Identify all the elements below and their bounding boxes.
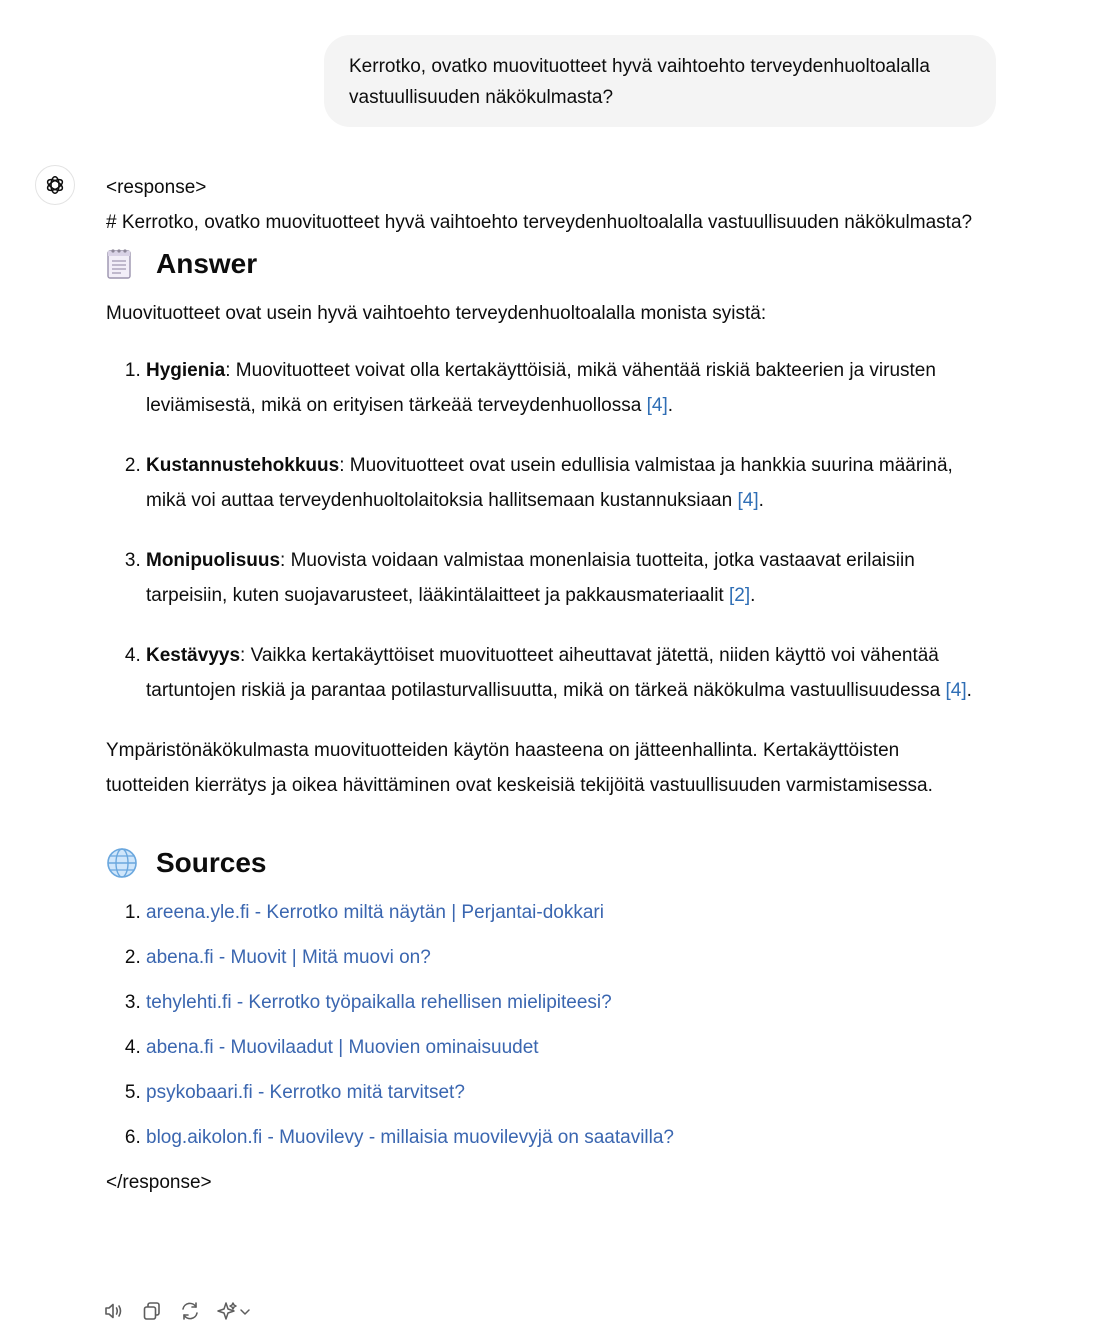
source-link[interactable]: abena.fi - Muovit | Mitä muovi on?: [146, 947, 431, 968]
source-link[interactable]: areena.yle.fi - Kerrotko miltä näytän | Perjantai-dokkari: [146, 902, 604, 923]
point-text: : Muovituotteet voivat olla kertakäyttöisiä, mikä vähentää riskiä bakteerien ja virusten leviämisestä, mikä on erityisen tärkeää terveydenhuollossa: [146, 360, 936, 416]
point-term: Kestävyys: [146, 645, 241, 666]
list-item: 4. Kestävyys: Vaikka kertakäyttöiset muovituotteet aiheuttavat jätettä, niiden käyttö voi vähentää tartuntojen riskiä ja parantaa potilasturvallisuutta, mikä on tärkeä näkökulma vastuullisuudessa [4].: [146, 638, 986, 708]
assistant-response: [106, 170, 986, 1200]
list-item: [146, 940, 986, 975]
chevron-down-icon: [241, 1310, 249, 1314]
answer-conclusion: Ympäristönäkökulmasta muovituotteiden käytön haasteena on jätteenhallinta. Kertakäyttöisten tuotteiden kierrätys ja oikea hävittäminen ovat keskeisiä tekijöitä vastuullisuuden varmistamisessa.: [106, 740, 933, 796]
list-item: [146, 985, 986, 1020]
user-message-text: Kerrotko, ovatko muovituotteet hyvä vaihtoehto terveydenhuoltoalalla vastuullisuuden näkökulmasta?: [349, 56, 930, 108]
list-item: [146, 1120, 986, 1155]
point-text: : Muovista voidaan valmistaa monenlaisia tuotteita, jotka vastaavat erilaisiin tarpeisiin, kuten suojavarusteet, lääkintälaitteet ja pakkausmateriaalit: [146, 550, 915, 606]
message-actions-toolbar: [103, 1300, 253, 1322]
source-link[interactable]: psykobaari.fi - Kerrotko mitä tarvitset?: [146, 1082, 465, 1103]
answer-points-list: [106, 353, 986, 708]
copy-icon[interactable]: [141, 1300, 163, 1322]
source-link[interactable]: tehylehti.fi - Kerrotko työpaikalla rehellisen mielipiteesi?: [146, 992, 612, 1013]
source-link[interactable]: abena.fi - Muovilaadut | Muovien ominaisuudet: [146, 1037, 539, 1058]
answer-heading: [106, 246, 986, 282]
citation-link[interactable]: [4]: [945, 680, 967, 701]
openai-logo-icon: [35, 165, 75, 205]
citation-link[interactable]: [2]: [729, 585, 751, 606]
response-title-line: # Kerrotko, ovatko muovituotteet hyvä vaihtoehto terveydenhuoltoalalla vastuullisuuden näkökulmasta?: [106, 212, 973, 233]
point-term: Hygienia: [146, 360, 226, 381]
point-text: : Vaikka kertakäyttöiset muovituotteet aiheuttavat jätettä, niiden käyttö voi vähentää tartuntojen riskiä ja parantaa potilasturvallisuutta, mikä on tärkeä näkökulma vastuullisuudessa: [146, 645, 946, 701]
list-item: [146, 1030, 986, 1065]
citation-link[interactable]: [4]: [646, 395, 668, 416]
response-open-tag: <response>: [106, 177, 207, 198]
response-close-tag: </response>: [106, 1172, 212, 1193]
point-text: : Muovituotteet ovat usein edullisia valmistaa ja hankkia suurina määrinä, mikä voi auttaa terveydenhuoltolaitoksia hallitsemaan kustannuksiaan: [146, 455, 953, 511]
sources-heading-text: Sources: [156, 847, 267, 878]
list-item: 2. Kustannustehokkuus: Muovituotteet ovat usein edullisia valmistaa ja hankkia suurina määrinä, mikä voi auttaa terveydenhuoltolaitoksia hallitsemaan kustannuksiaan [4].: [146, 448, 986, 518]
list-item: [146, 1075, 986, 1110]
list-item: 1. Hygienia: Muovituotteet voivat olla kertakäyttöisiä, mikä vähentää riskiä bakteerien ja virusten leviämisestä, mikä on erityisen tärkeää terveydenhuollossa [4].: [146, 353, 986, 423]
point-term: Monipuolisuus: [146, 550, 281, 571]
speaker-icon[interactable]: [103, 1300, 125, 1322]
answer-intro: Muovituotteet ovat usein hyvä vaihtoehto terveydenhuoltoalalla monista syistä:: [106, 303, 767, 324]
globe-icon: [106, 847, 144, 879]
notepad-icon: [106, 248, 144, 280]
user-message-bubble: [324, 35, 996, 127]
source-link[interactable]: blog.aikolon.fi - Muovilevy - millaisia muovilevyjä on saatavilla?: [146, 1127, 675, 1148]
list-item: [146, 895, 986, 930]
sources-list: [106, 895, 986, 1155]
regenerate-icon[interactable]: [179, 1300, 201, 1322]
point-term: Kustannustehokkuus: [146, 455, 340, 476]
citation-link[interactable]: [4]: [737, 490, 759, 511]
list-item: 3. Monipuolisuus: Muovista voidaan valmistaa monenlaisia tuotteita, jotka vastaavat erilaisiin tarpeisiin, kuten suojavarusteet, lääkintälaitteet ja pakkausmateriaalit [2].: [146, 543, 986, 613]
sources-heading: [106, 845, 986, 881]
sparkle-model-icon[interactable]: [217, 1300, 253, 1322]
answer-heading-text: Answer: [156, 248, 258, 279]
